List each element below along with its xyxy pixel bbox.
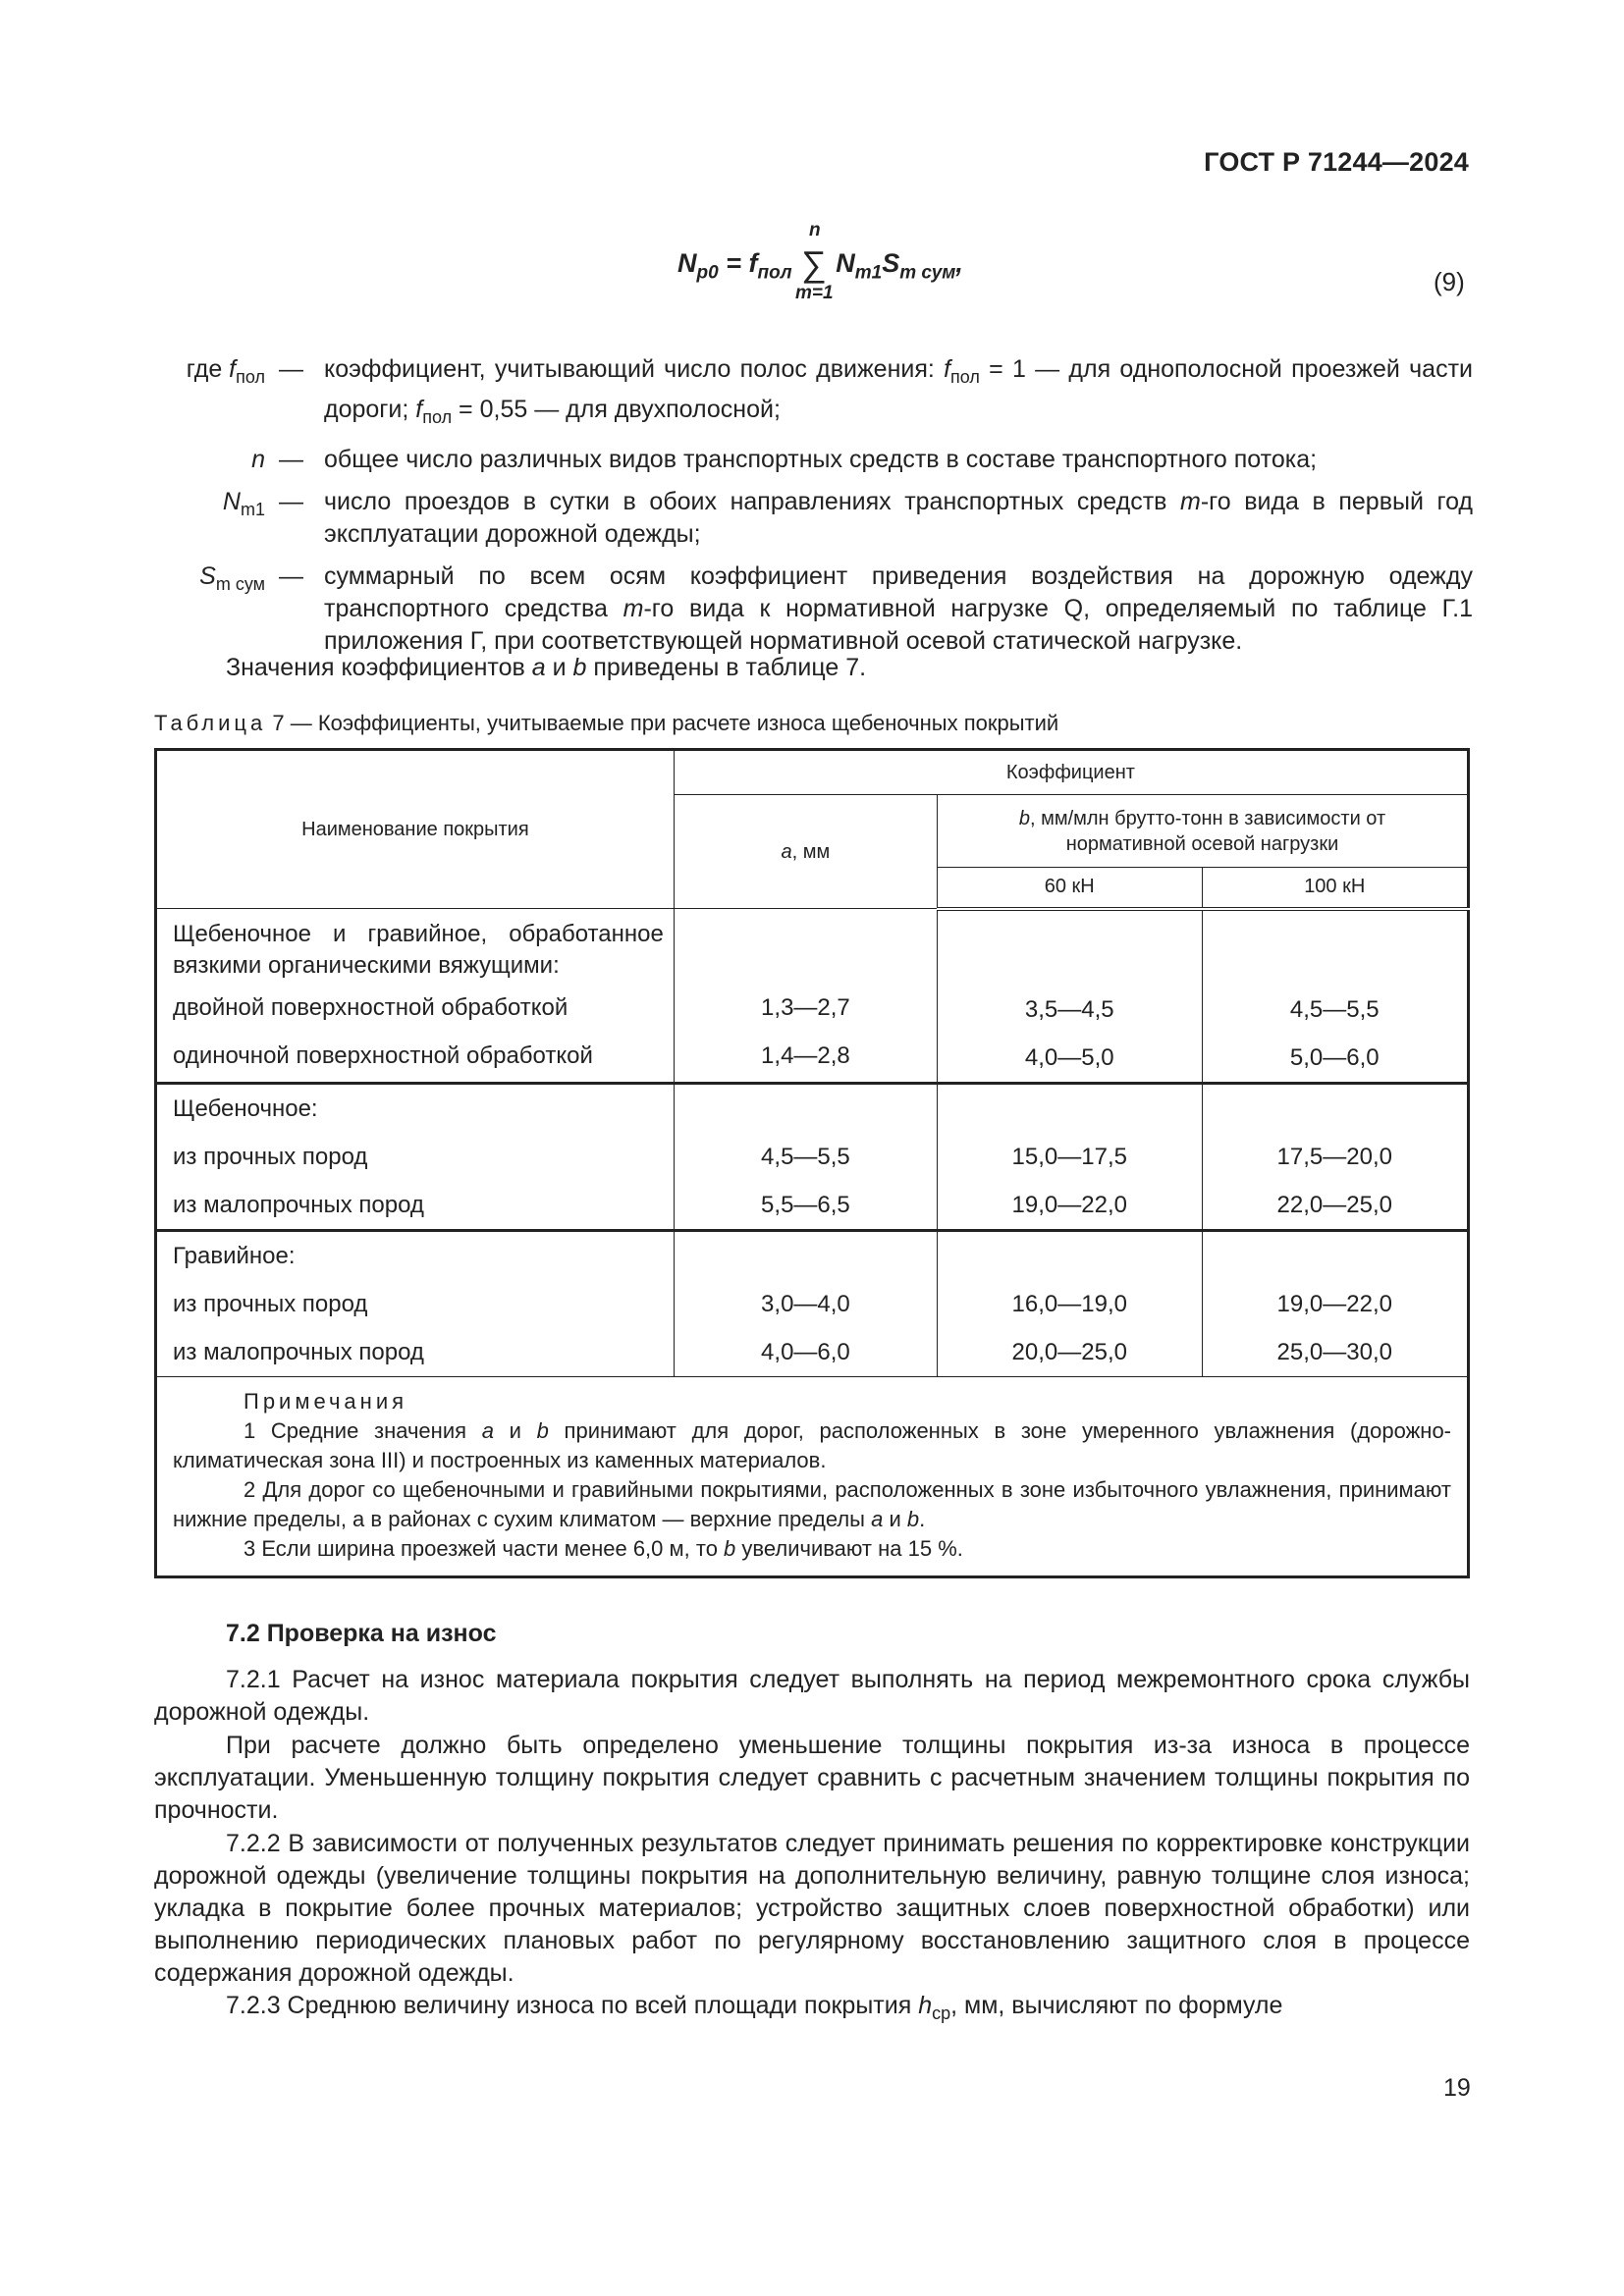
cell-value: 25,0—30,0 <box>1276 1338 1392 1365</box>
cell-value: 15,0—17,5 <box>1011 1143 1127 1170</box>
a-values-cell <box>674 1230 937 1376</box>
cell-value: 5,5—6,5 <box>761 1191 850 1218</box>
cell-value: 22,0—25,0 <box>1276 1191 1392 1218</box>
cell-value: 4,5—5,5 <box>1289 995 1380 1023</box>
definition-text: суммарный по всем осям коэффициент приведения воздействия на дорожную одежду транспортного средства m-го вида к нормативной нагрузке Q, определяемый по таблице Г.1 приложения Г, при соответствующей нормативной осевой статической нагрузке. <box>324 562 1473 655</box>
sum-symbol: ∑ n m=1 <box>795 220 834 303</box>
definition-text: число проездов в сутки в обоих направлениях транспортных средств m-го вида в первый год эксплуатации дорожной одежды; <box>324 488 1474 548</box>
group-names-cell <box>156 1230 675 1376</box>
b60-values-cell <box>938 909 1202 1084</box>
table-group-row <box>156 1230 1469 1376</box>
header-coefficient: Коэффициент <box>674 750 1468 795</box>
note-item: 1 Средние значения a и b принимают для дорог, расположенных в зоне умеренного увлажнения (дорожно-климатическая зона III) и построенных из каменных материалов. <box>173 1417 1451 1472</box>
header-load-60: 60 кН <box>938 868 1202 909</box>
section-heading-7-2: 7.2 Проверка на износ <box>226 1620 497 1647</box>
cell-value: 1,4—2,8 <box>761 1042 850 1069</box>
coefficients-table <box>154 748 1470 1578</box>
a-values-cell <box>674 909 937 1084</box>
cell-value: 3,0—4,0 <box>761 1290 850 1317</box>
note-item: 3 Если ширина проезжей части менее 6,0 м, то b увеличивают на 15 %. <box>244 1535 963 1561</box>
b60-values-cell <box>938 1083 1202 1230</box>
formula-term2: $S_{m сум}$ <box>882 248 956 284</box>
definition-text: коэффициент, учитывающий число полос движения: $f_{пол} = 1$ — для однополосной проезжей части дороги; $f_{пол} = 0,55$ — для двухполосной; <box>324 355 1473 427</box>
cell-value: 17,5—20,0 <box>1276 1143 1392 1170</box>
cell-value: 4,5—5,5 <box>761 1143 850 1170</box>
sum-lower-limit: m=1 <box>795 283 834 303</box>
group-names-cell <box>156 1083 675 1230</box>
cell-value: 5,0—6,0 <box>1289 1043 1380 1071</box>
table-notes <box>156 1376 1469 1576</box>
definitions-list <box>157 353 1473 667</box>
definition-symbol: $N_{m1}$ <box>222 488 265 519</box>
table-notes-row <box>156 1376 1469 1576</box>
document-header-id: ГОСТ Р 71244—2024 <box>1204 147 1469 177</box>
cell-value: 4,0—5,0 <box>1024 1043 1114 1071</box>
definition-symbol: где $f_{пол}$ <box>186 355 265 387</box>
header-coating-name: Наименование покрытия <box>156 750 675 909</box>
header-b: b, мм/млн брутто-тонн в зависимости от нормативной осевой нагрузки <box>938 795 1469 868</box>
paragraph-7-2-3: 7.2.3 Среднюю величину износа по всей площади покрытия $h_{ср}$, мм, вычисляют по формуле <box>226 1992 1283 2023</box>
cell-value: 1,3—2,7 <box>761 994 850 1021</box>
definition-symbol: $S_{m сум}$ <box>199 562 265 594</box>
formula-equals: = <box>726 248 749 278</box>
group-title: Щебеночное: <box>173 1095 318 1122</box>
row-name: из прочных пород <box>173 1290 368 1317</box>
row-name: одиночной поверхностной обработкой <box>173 1042 593 1069</box>
formula-term1: $N_{m1}$ <box>836 248 883 284</box>
group-title: Гравийное: <box>173 1242 296 1269</box>
cell-value: 16,0—19,0 <box>1011 1290 1127 1317</box>
row-name: из прочных пород <box>173 1143 368 1170</box>
definition-dash: — <box>279 488 303 515</box>
b100-values-cell <box>1202 1230 1469 1376</box>
definition-dash: — <box>279 446 303 473</box>
a-values-cell <box>674 1083 937 1230</box>
definition-dash: — <box>279 562 303 590</box>
formula-lhs: $N_{p0}$ <box>677 248 719 284</box>
group-names-cell <box>156 909 675 1084</box>
page-number: 19 <box>1443 2074 1471 2102</box>
table-group-row <box>156 909 1469 1084</box>
definition-f-pol <box>157 353 1473 434</box>
b60-values-cell <box>938 1230 1202 1376</box>
table-reference-paragraph: Значения коэффициентов a и b приведены в таблице 7. <box>226 654 867 681</box>
b100-values-cell <box>1202 1083 1469 1230</box>
formula-9: $N_{p0} = f_{пол}$ ∑ n m=1 $N_{m1}S_{m сум}$, <box>677 220 963 303</box>
definition-symbol: n <box>251 446 265 473</box>
cell-value: 20,0—25,0 <box>1011 1338 1127 1365</box>
paragraph-7-2-2: 7.2.2 В зависимости от полученных результатов следует принимать решения по корректировке конструкции дорожной одежды (увеличение толщины покрытия на дополнительную величину, равную толщине слоя износа; укладка в покрытие более прочных материалов; устройство защитных слоев поверхностной обработки) или выполнению периодических плановых работ по регулярному восстановлению защитного слоя в процессе содержания дорожной одежды. <box>154 1830 1470 1987</box>
note-item: 2 Для дорог со щебеночными и гравийными покрытиями, расположенных в зоне избыточного увлажнения, принимают нижние пределы, а в районах с сухим климатом — верхние пределы a и b. <box>173 1476 1451 1531</box>
row-name: двойной поверхностной обработкой <box>173 994 568 1021</box>
paragraph-7-2-1: 7.2.1 Расчет на износ материала покрытия следует выполнять на период межремонтного срока службы дорожной одежды. <box>154 1666 1470 1726</box>
paragraph-calculation: При расчете должно быть определено уменьшение толщины покрытия из-за износа в процессе эксплуатации. Уменьшенную толщину покрытия следует сравнить с расчетным значением толщины покрытия по прочности. <box>154 1732 1470 1824</box>
definition-text: общее число различных видов транспортных средств в составе транспортного потока; <box>324 446 1318 473</box>
sum-upper-limit: n <box>809 220 821 240</box>
table-caption: Таблица 7 — Коэффициенты, учитываемые при расчете износа щебеночных покрытий <box>154 711 1059 735</box>
table-group-row <box>156 1083 1469 1230</box>
definition-n-m1 <box>157 486 1473 551</box>
header-a-mm: a, мм <box>674 795 937 909</box>
header-load-100: 100 кН <box>1202 868 1469 909</box>
cell-value: 19,0—22,0 <box>1011 1191 1127 1218</box>
row-name: из малопрочных пород <box>173 1338 424 1365</box>
equation-number: (9) <box>1434 267 1465 296</box>
group-title: Щебеночное и гравийное, обработанное вязкими органическими вяжущими: <box>173 921 664 979</box>
cell-value: 19,0—22,0 <box>1276 1290 1392 1317</box>
definition-s-m-sum <box>157 561 1473 658</box>
definition-n <box>157 444 1473 476</box>
cell-value: 4,0—6,0 <box>761 1338 850 1365</box>
cell-value: 3,5—4,5 <box>1024 995 1114 1023</box>
row-name: из малопрочных пород <box>173 1191 424 1218</box>
formula-coef: $f_{пол}$ <box>748 248 792 284</box>
definition-dash: — <box>279 355 303 383</box>
b100-values-cell <box>1202 909 1469 1084</box>
notes-title: Примечания <box>244 1388 408 1414</box>
